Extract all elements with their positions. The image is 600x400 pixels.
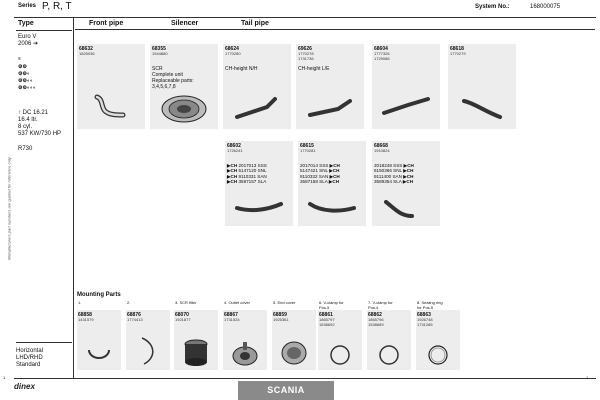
oe-number: 1921877 [175, 317, 191, 322]
mounting-caption: 3. SCR filter [175, 300, 197, 305]
part-number: 68615 [300, 143, 314, 149]
part-number: 68862 [368, 312, 382, 318]
mounting-caption: 8. Sealing ring for Pos.5 [417, 300, 443, 310]
part-number: 68602 [227, 143, 241, 149]
model-year: 2006 ➔ [18, 41, 39, 47]
brand-label: SCANIA [238, 381, 334, 400]
cross-reference-row: 3587158 SLA ▶CH [300, 179, 340, 185]
mounting-caption: 2. [127, 300, 131, 305]
side-rule [16, 30, 72, 31]
mounting-part-box [272, 310, 316, 370]
oe-number: 1431579 [78, 317, 94, 322]
part-card[interactable] [298, 141, 366, 226]
oe-number: 1731736 [298, 56, 314, 61]
cross-reference-row: 9111400 SAN ▶CH [374, 173, 414, 179]
part-number: 68355 [152, 46, 166, 52]
part-card[interactable] [150, 44, 218, 129]
front-pipe-header: Front pipe [89, 20, 124, 27]
tail-pipe-drawing [378, 93, 434, 123]
axle-icon: ⚙⚙◐ [18, 71, 30, 77]
part-number: 68070 [175, 312, 189, 318]
dinex-logo: dinex [14, 382, 35, 391]
part-number: 68876 [127, 312, 141, 318]
part-description: CH-height N/H [225, 66, 258, 72]
mounting-caption: 1. [78, 300, 82, 305]
part-card[interactable] [223, 44, 291, 129]
front-pipe-drawing [83, 93, 139, 123]
oe-number: 1770280 [225, 51, 241, 56]
cross-reference-row: 3589354 SLA ▶CH [374, 179, 414, 185]
mounting-part[interactable] [174, 300, 218, 370]
engine-spec: 16.4 ltr. [18, 117, 38, 123]
desc-line: Replaceable parts: [152, 78, 194, 84]
oe-number: 1865796 [368, 317, 384, 322]
silencer-drawing [156, 93, 212, 123]
cross-reference-row: ▶CH 2017013 SSS [227, 163, 267, 168]
part-description: CH-height L/E [298, 66, 330, 72]
column-headers [75, 18, 595, 28]
desc-line: SCR [152, 66, 163, 72]
oe-number: 1731285 [417, 322, 433, 327]
mounting-part-box [77, 310, 121, 370]
part-number: 68618 [450, 46, 464, 52]
part-number: 68859 [273, 312, 287, 318]
emission-standard: Euro V [18, 34, 37, 40]
part-number: 68863 [417, 312, 431, 318]
mounting-part[interactable] [367, 300, 411, 370]
tail-pipe-drawing [229, 93, 285, 123]
part-number: 68668 [374, 143, 388, 149]
side-rule [16, 342, 72, 343]
cross-reference-list [300, 163, 364, 185]
config-text: LHD/RHD [16, 355, 43, 361]
mounting-caption: 7. V-clamp for Pos.4 [368, 300, 393, 310]
scr-filter-drawing [180, 338, 212, 366]
oe-number: 1770281 [300, 148, 316, 153]
mounting-part-box [174, 310, 218, 370]
oe-number: 1944880 [152, 51, 168, 56]
axle-icon: ⚙⚙ [18, 64, 27, 70]
series-label: Series [18, 3, 37, 9]
part-card[interactable] [448, 44, 516, 129]
cross-reference-row: ▶CH 9110331 SAN [227, 173, 267, 179]
part-number: 68604 [374, 46, 388, 52]
config-text: Standard [16, 362, 41, 368]
system-number-label: System No.: [475, 4, 510, 10]
v-clamp-drawing [373, 344, 405, 366]
cross-reference-row: 2018248 SSS ▶CH [374, 163, 414, 168]
part-card[interactable] [77, 44, 145, 129]
vehicle-type-panel [14, 18, 74, 378]
oe-number: 1731524 [224, 317, 240, 322]
mounting-part-box [223, 310, 267, 370]
config-icon: ≡ [18, 56, 21, 62]
system-number-value: 168000075 [530, 4, 561, 10]
tail-pipe-drawing [378, 190, 434, 220]
part-description [152, 66, 194, 90]
part-card[interactable] [225, 141, 293, 226]
oe-number: 1538689 [368, 322, 384, 327]
oe-number: 1726241 [227, 148, 243, 153]
part-number: 68861 [319, 312, 333, 318]
end-cover-drawing [278, 340, 310, 366]
mounting-caption: 4. Outlet cover [224, 300, 251, 305]
tail-pipe-drawing [454, 93, 510, 123]
cross-reference-row: ▶CH 5147120 SNL [227, 168, 267, 174]
part-number: 68632 [79, 46, 93, 52]
oe-number: 1774413 [127, 317, 143, 322]
v-clamp-drawing [324, 344, 356, 366]
desc-line: Complete unit [152, 72, 183, 78]
part-card[interactable] [372, 141, 440, 226]
oe-number: 1770278 [298, 51, 314, 56]
cross-reference-row: ▶CH 3587157 SLA [227, 179, 267, 185]
cross-reference-list [374, 163, 438, 185]
tail-pipe-drawing [302, 93, 358, 123]
cross-reference-list [227, 163, 291, 185]
oe-number: 1910824 [374, 148, 390, 153]
outlet-cover-drawing [229, 342, 261, 366]
cross-reference-row: 2017014 SSS ▶CH [300, 163, 340, 168]
mounting-part[interactable] [318, 300, 362, 370]
mounting-part[interactable] [77, 300, 121, 370]
mounting-part-box [126, 310, 170, 370]
mounting-part-box [318, 310, 362, 370]
type-label: Type [18, 20, 34, 27]
cross-reference-row: 9110332 SAN ▶CH [300, 173, 340, 179]
axle-icon: ⚙⚙◐◐◐ [18, 85, 37, 91]
part-number: 68858 [78, 312, 92, 318]
oe-number: 1865797 [319, 317, 335, 322]
series-value: P, R, T [42, 1, 72, 12]
mounting-caption: 5. End cover [273, 300, 296, 305]
clamp-drawing [83, 342, 115, 366]
oe-number: 1729086 [374, 56, 390, 61]
oe-number: 1770279 [450, 51, 466, 56]
header-rule [75, 29, 595, 30]
part-number: 68867 [224, 312, 238, 318]
strap-drawing [132, 336, 164, 366]
mounting-part-box [416, 310, 460, 370]
model-code: R730 [18, 146, 33, 152]
part-number: 68624 [225, 46, 239, 52]
axle-icon: ⚙⚙◐◐ [18, 78, 34, 84]
cross-reference-row: 5147421 SNL ▶CH [300, 168, 340, 174]
mounting-part[interactable] [223, 300, 267, 370]
mounting-part[interactable] [416, 300, 460, 370]
silencer-header: Silencer [171, 20, 199, 27]
part-card[interactable] [372, 44, 440, 129]
footer-rule [14, 378, 596, 379]
engine-spec: ↑ DC 16.21 [18, 110, 49, 116]
oe-number: 1777326 [374, 51, 390, 56]
vertical-note [1, 70, 12, 350]
config-text: Horizontal [16, 348, 44, 354]
oe-number: 1925361 [273, 317, 289, 322]
mounting-caption: 6. V-clamp for Pos.5 [319, 300, 344, 310]
sealing-ring-drawing [422, 344, 454, 366]
page-number: 1 [586, 375, 589, 380]
part-number: 69626 [298, 46, 312, 52]
engine-spec: 537 KW/730 HP [18, 131, 62, 137]
tail-pipe-drawing [231, 190, 287, 220]
oe-number: 1825036 [79, 51, 95, 56]
cross-reference-row: 5150366 SNL ▶CH [374, 168, 414, 174]
page-number: 1 [3, 375, 6, 380]
oe-number: 1926748 [417, 317, 433, 322]
engine-spec: 8 cyl. [18, 124, 33, 130]
reference-note: Manufacturers part numbers are quoted for reference only [6, 157, 12, 260]
mounting-parts-title: Mounting Parts [77, 292, 121, 298]
series-bar [0, 0, 600, 14]
tail-pipe-header: Tail pipe [241, 20, 269, 27]
mounting-part-box [367, 310, 411, 370]
part-card[interactable] [296, 44, 364, 129]
oe-number: 1538692 [319, 322, 335, 327]
tail-pipe-drawing [304, 190, 360, 220]
mounting-part[interactable] [272, 300, 316, 370]
mounting-part[interactable] [126, 300, 170, 370]
desc-line: 3,4,5,6,7,8 [152, 84, 176, 90]
